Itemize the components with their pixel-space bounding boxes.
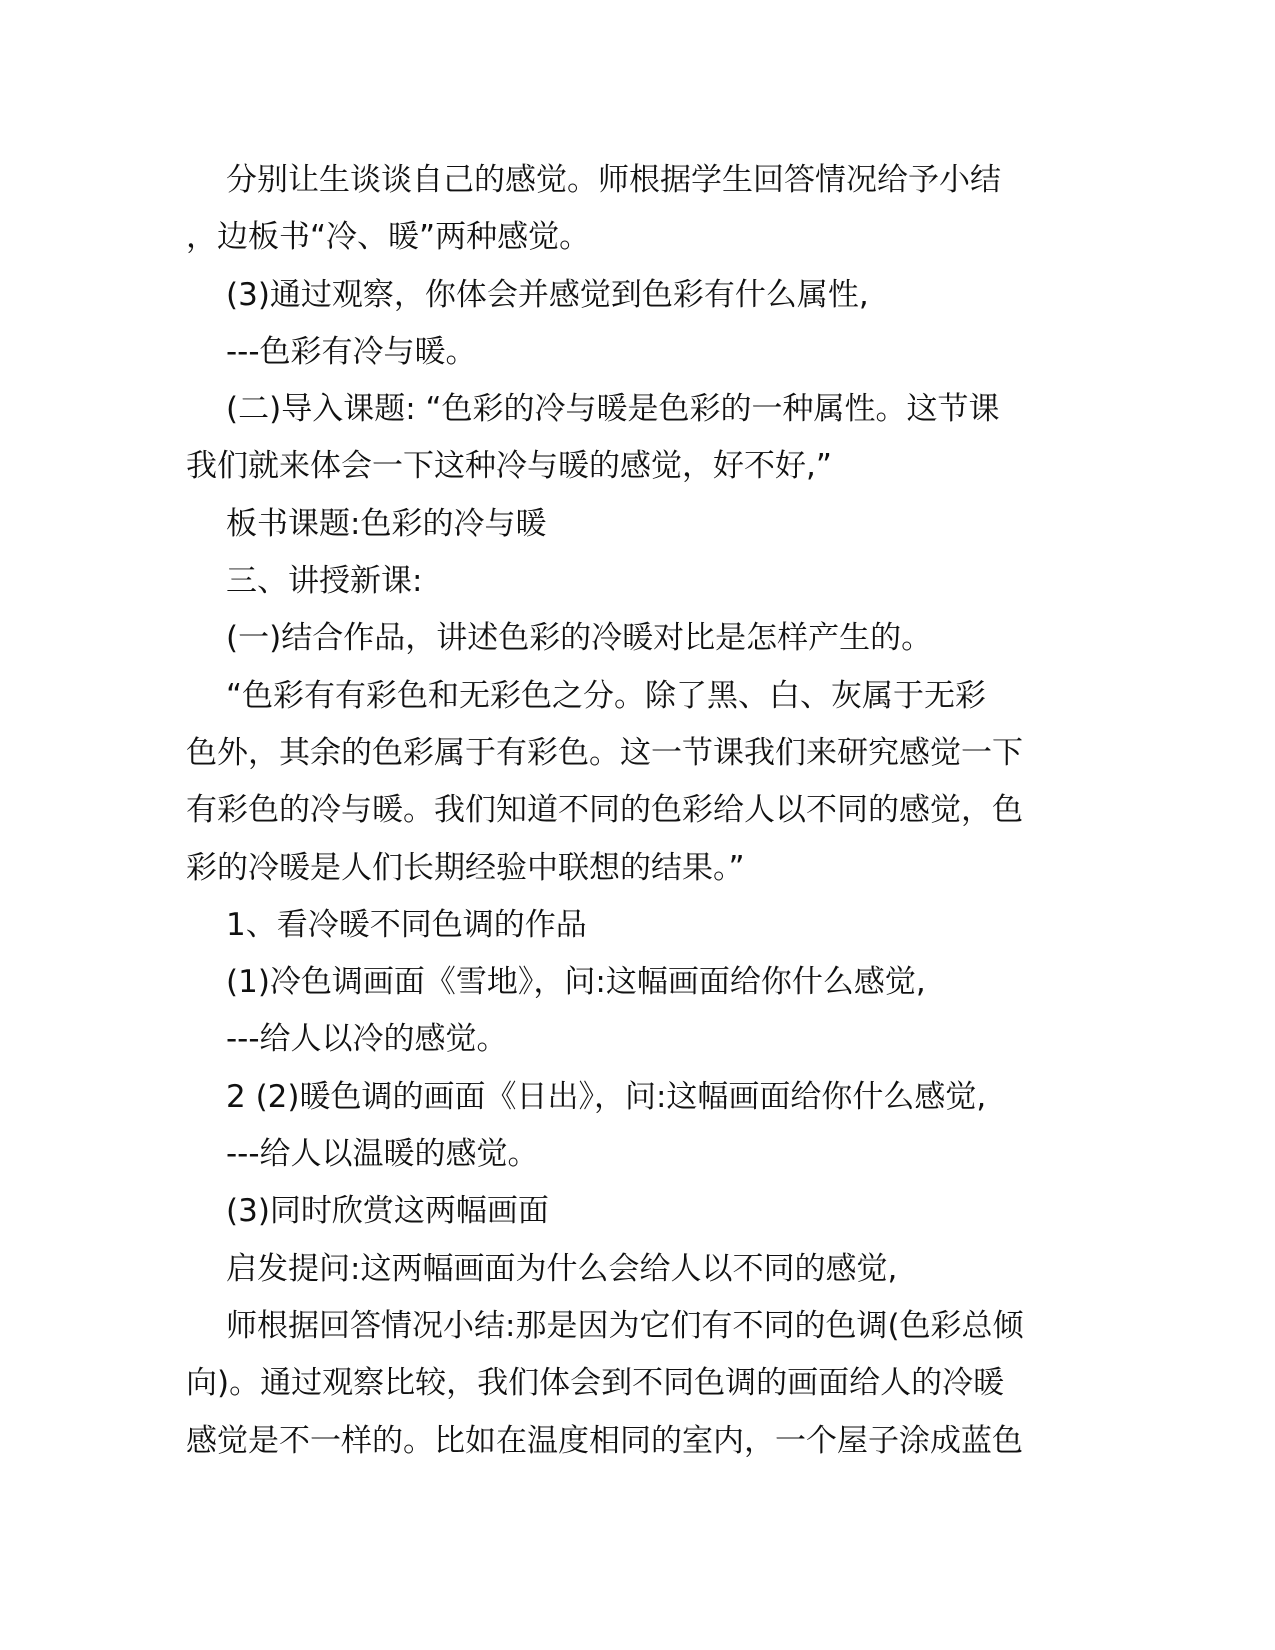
text-line: (3)同时欣赏这两幅画面 <box>226 1193 549 1230</box>
text-line: 三、讲授新课: <box>226 563 423 600</box>
document-body <box>186 152 1086 1470</box>
text-line: (一)结合作品，讲述色彩的冷暖对比是怎样产生的。 <box>226 620 933 657</box>
text-line: 2 (2)暖色调的画面《日出》，问:这幅画面给你什么感觉, <box>226 1078 987 1115</box>
text-line: 色外，其余的色彩属于有彩色。这一节课我们来研究感觉一下 <box>186 734 1023 771</box>
text-line: (1)冷色调画面《雪地》，问:这幅画面给你什么感觉, <box>226 964 926 1001</box>
text-line: (二)导入课题: “色彩的冷与暖是色彩的一种属性。这节课 <box>226 391 1000 428</box>
text-line: 启发提问:这两幅画面为什么会给人以不同的感觉, <box>226 1250 898 1287</box>
text-line: ，边板书“冷、暖”两种感觉。 <box>186 219 591 256</box>
text-line: ---色彩有冷与暖。 <box>226 333 477 370</box>
text-line: 分别让生谈谈自己的感觉。师根据学生回答情况给予小结 <box>226 162 1001 198</box>
text-line: “色彩有有彩色和无彩色之分。除了黑、白、灰属于无彩 <box>226 677 987 714</box>
text-line: 感觉是不一样的。比如在温度相同的室内，一个屋子涂成蓝色 <box>186 1422 1023 1459</box>
text-line: (3)通过观察，你体会并感觉到色彩有什么属性, <box>226 276 869 313</box>
text-line: ---给人以冷的感觉。 <box>226 1021 508 1058</box>
text-line: 师根据回答情况小结:那是因为它们有不同的色调(色彩总倾 <box>226 1307 1024 1344</box>
text-line: 向)。通过观察比较，我们体会到不同色调的画面给人的冷暖 <box>186 1365 1005 1402</box>
text-line: ---给人以温暖的感觉。 <box>226 1136 539 1173</box>
text-line: 有彩色的冷与暖。我们知道不同的色彩给人以不同的感觉，色 <box>186 792 1023 829</box>
text-line: 我们就来体会一下这种冷与暖的感觉，好不好,” <box>186 448 832 485</box>
text-line: 彩的冷暖是人们长期经验中联想的结果。” <box>186 849 745 886</box>
text-line: 板书课题:色彩的冷与暖 <box>226 505 547 542</box>
text-line: 1、看冷暖不同色调的作品 <box>226 906 587 943</box>
